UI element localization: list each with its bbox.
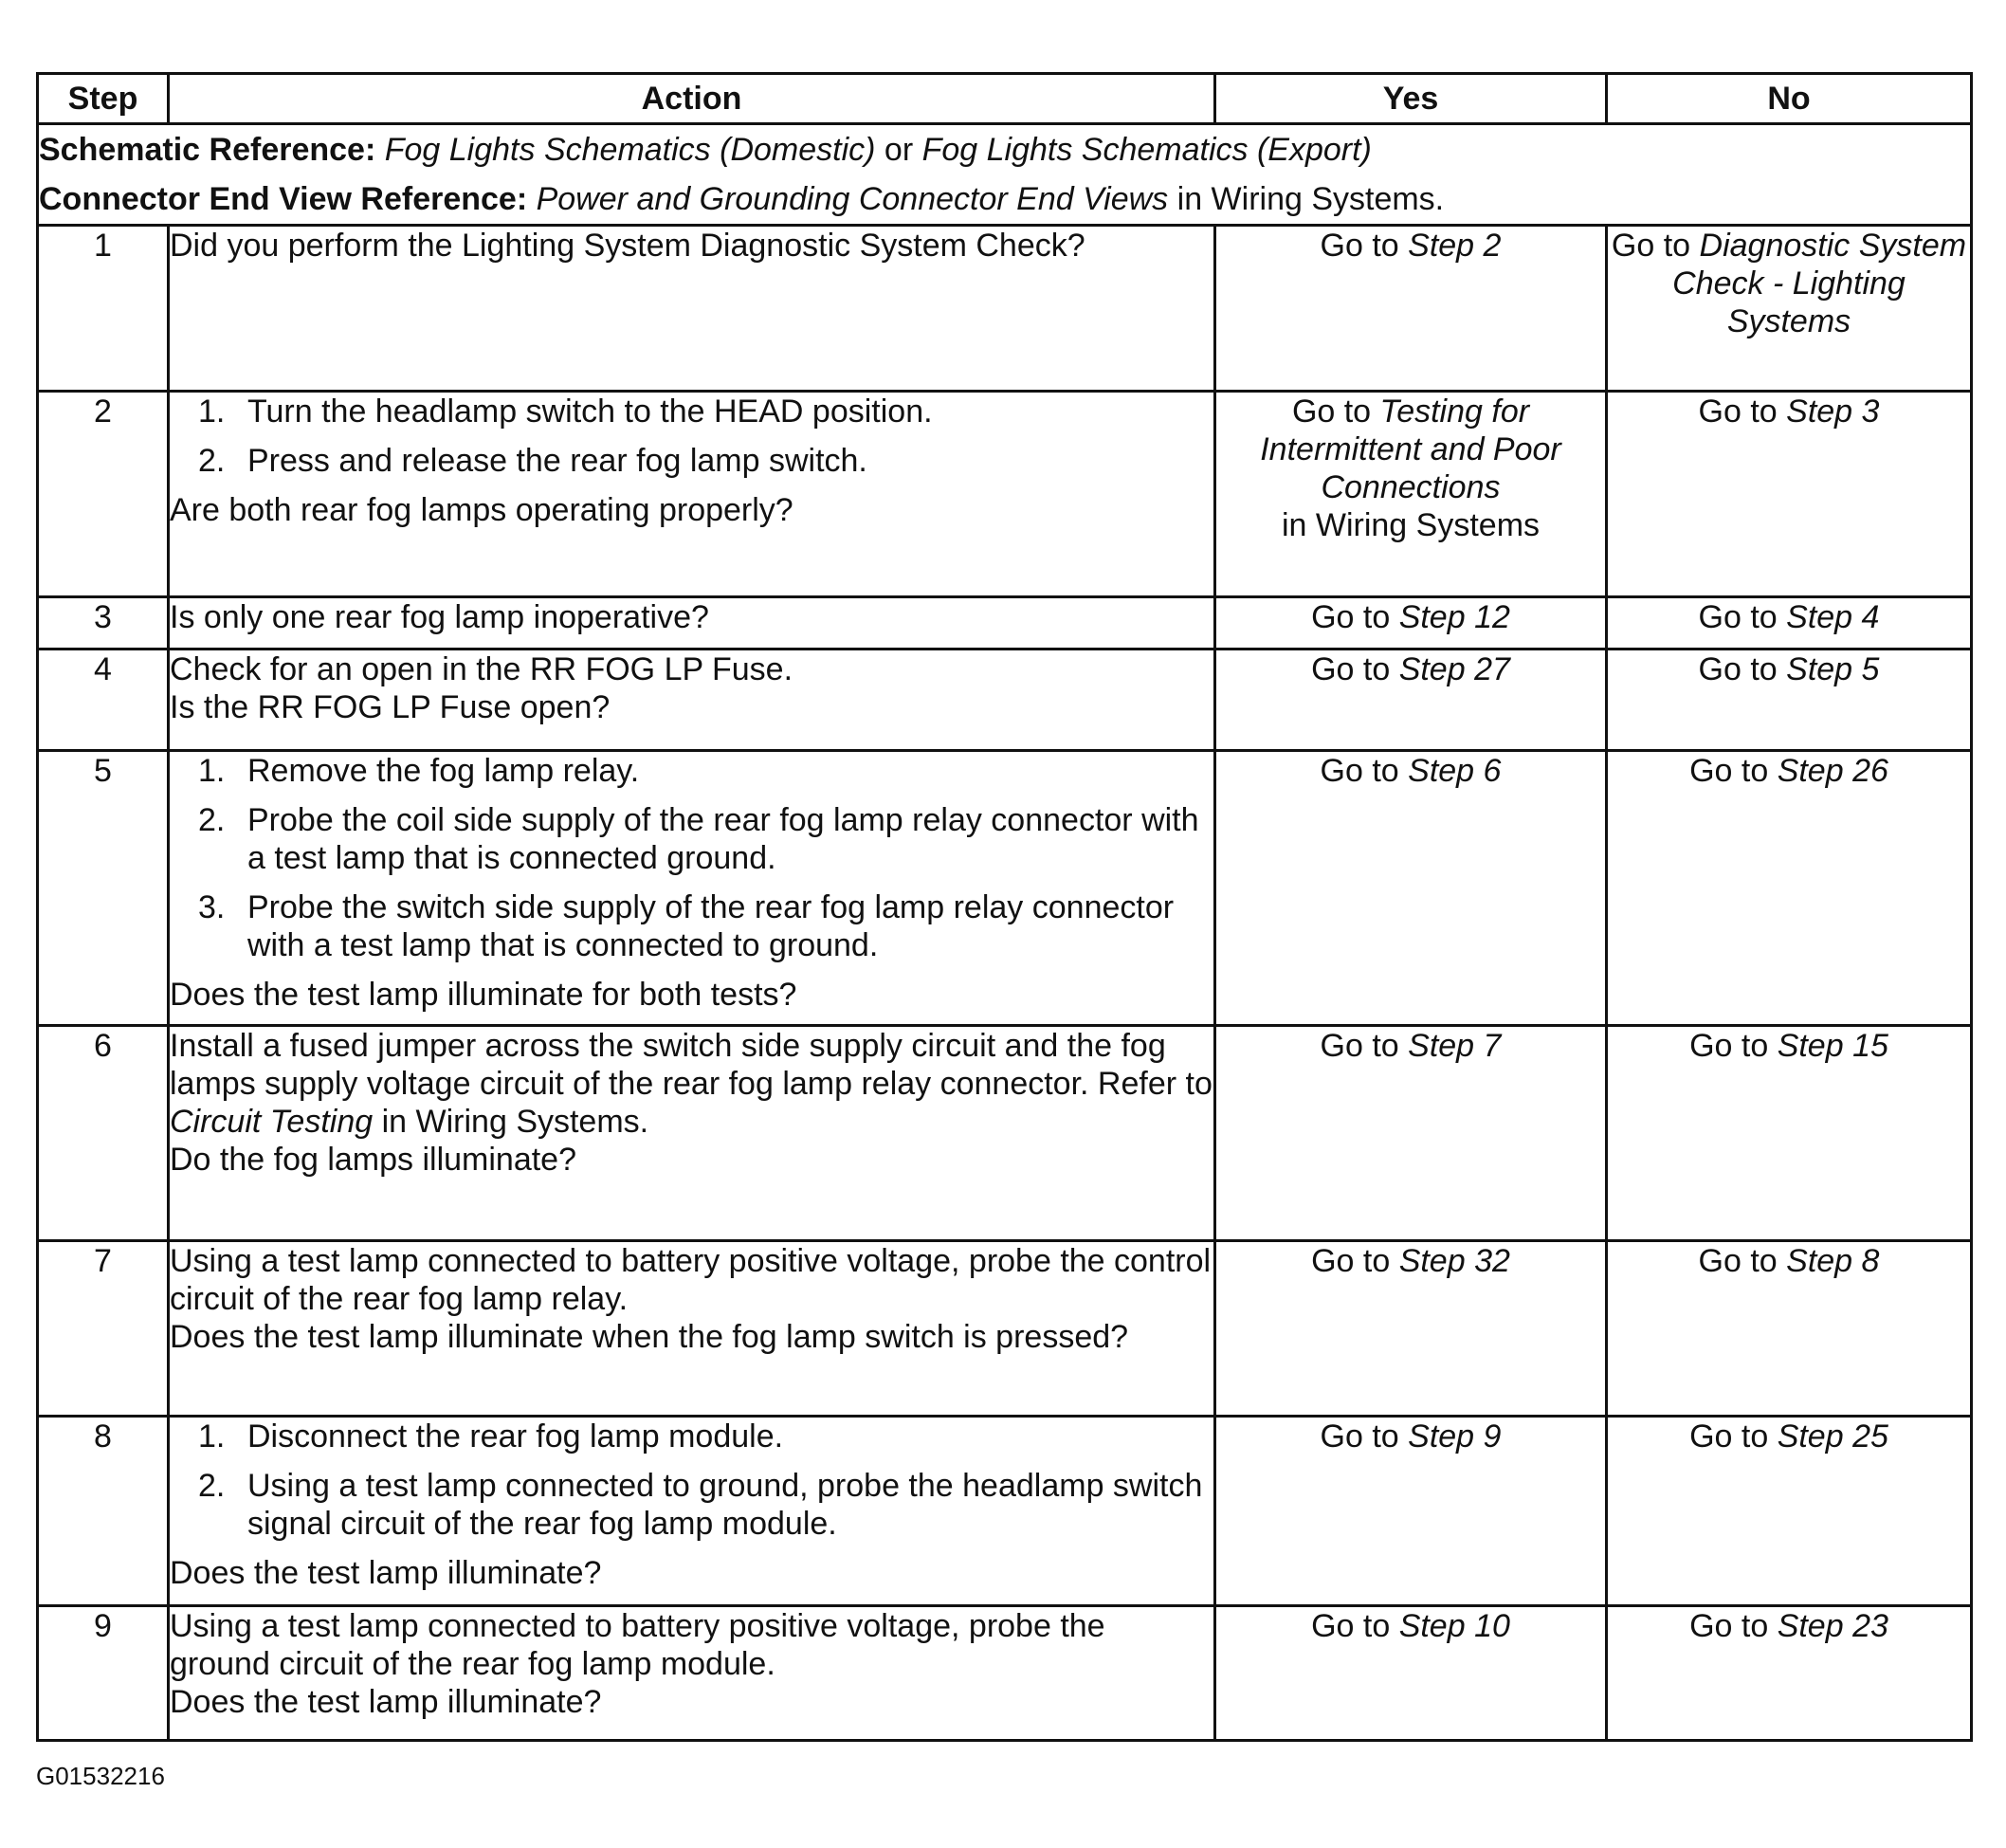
action-intro: Using a test lamp connected to battery positive voltage, probe the control circuit of the rear fog lamp relay.	[170, 1243, 1212, 1317]
step-row	[38, 392, 1972, 597]
action-list-item	[170, 1418, 1213, 1455]
action-cell	[169, 392, 1215, 597]
no-goto-target[interactable]: Step 3	[1786, 393, 1880, 430]
step-number: 8	[38, 1417, 169, 1606]
schematic-reference	[39, 125, 1970, 174]
action-list	[170, 1418, 1213, 1543]
no-cell	[1607, 650, 1972, 751]
connector-suffix: in Wiring Systems.	[1168, 181, 1445, 217]
no-cell	[1607, 1606, 1972, 1741]
reference-cell	[38, 124, 1972, 226]
header-row	[38, 74, 1972, 124]
action-list-text: Probe the switch side supply of the rear fog lamp relay connector with a test lamp that is connected to ground.	[247, 889, 1175, 963]
yes-goto-prefix: Go to	[1311, 1243, 1399, 1279]
yes-outcome[interactable]	[1216, 1242, 1605, 1280]
action-cell	[169, 1241, 1215, 1417]
no-goto-target[interactable]: Diagnostic System Check - Lighting Systems	[1672, 228, 1967, 339]
reference-row	[38, 124, 1972, 226]
yes-goto-target[interactable]: Step 7	[1408, 1028, 1502, 1064]
yes-goto-target[interactable]: Step 12	[1398, 599, 1510, 635]
action-list	[170, 752, 1213, 964]
header-no: No	[1607, 74, 1972, 124]
step-rows	[38, 226, 1972, 1741]
no-outcome[interactable]	[1608, 393, 1970, 430]
no-goto-target[interactable]: Step 25	[1777, 1418, 1888, 1455]
list-number: 1.	[198, 753, 226, 789]
step-row	[38, 1417, 1972, 1606]
connector-end-views-link[interactable]: Power and Grounding Connector End Views	[536, 181, 1169, 217]
yes-outcome[interactable]	[1216, 393, 1605, 544]
no-goto-target[interactable]: Step 5	[1786, 651, 1880, 687]
action-list-text: Using a test lamp connected to ground, probe the headlamp switch signal circuit of the rear fog lamp module.	[247, 1468, 1203, 1542]
yes-goto-target[interactable]: Testing for Intermittent and Poor Connections	[1260, 393, 1561, 505]
yes-goto-prefix: Go to	[1311, 1608, 1399, 1644]
action-cell	[169, 597, 1215, 650]
no-cell	[1607, 1241, 1972, 1417]
no-goto-target[interactable]: Step 4	[1786, 599, 1880, 635]
action-question: Does the test lamp illuminate?	[170, 1555, 602, 1591]
yes-cell	[1215, 226, 1607, 392]
action-question: Are both rear fog lamps operating properly?	[170, 492, 793, 528]
step-number: 4	[38, 650, 169, 751]
no-goto-prefix: Go to	[1611, 228, 1700, 264]
no-cell	[1607, 392, 1972, 597]
no-outcome[interactable]	[1608, 650, 1970, 688]
figure-id: G01532216	[36, 1762, 165, 1790]
action-intro	[170, 1027, 1213, 1141]
header-yes: Yes	[1215, 74, 1607, 124]
action-list-text: Remove the fog lamp relay.	[247, 753, 640, 789]
connector-reference	[39, 174, 1970, 224]
step-number: 3	[38, 597, 169, 650]
action-list-text: Turn the headlamp switch to the HEAD position.	[247, 393, 933, 430]
yes-goto-target[interactable]: Step 27	[1398, 651, 1510, 687]
step-number: 9	[38, 1606, 169, 1741]
no-goto-prefix: Go to	[1698, 393, 1787, 430]
schematic-reference-label: Schematic Reference:	[39, 132, 376, 168]
yes-cell	[1215, 597, 1607, 650]
action-intro: Check for an open in the RR FOG LP Fuse.	[170, 651, 793, 687]
list-number: 2.	[198, 802, 226, 838]
yes-cell	[1215, 650, 1607, 751]
yes-goto-prefix: Go to	[1311, 599, 1399, 635]
yes-goto-prefix: Go to	[1311, 651, 1399, 687]
yes-cell	[1215, 1026, 1607, 1241]
step-number: 6	[38, 1026, 169, 1241]
step-row	[38, 597, 1972, 650]
no-goto-target[interactable]: Step 23	[1777, 1608, 1888, 1644]
step-row	[38, 1606, 1972, 1741]
no-goto-prefix: Go to	[1698, 599, 1787, 635]
no-goto-target[interactable]: Step 8	[1786, 1243, 1880, 1279]
no-cell	[1607, 751, 1972, 1026]
yes-goto-prefix: Go to	[1320, 1028, 1409, 1064]
yes-goto-suffix: in Wiring Systems	[1281, 507, 1541, 543]
no-goto-prefix: Go to	[1689, 753, 1778, 789]
action-list-item	[170, 752, 1213, 790]
yes-outcome[interactable]	[1216, 1418, 1605, 1455]
action-list-text: Probe the coil side supply of the rear fog lamp relay connector with a test lamp that is connected ground.	[247, 802, 1199, 876]
action-list-item	[170, 1467, 1213, 1543]
list-number: 3.	[198, 889, 226, 925]
action-list-item	[170, 442, 1213, 480]
no-goto-target[interactable]: Step 26	[1777, 753, 1888, 789]
list-number: 2.	[198, 1468, 226, 1504]
action-question: Is only one rear fog lamp inoperative?	[170, 599, 709, 635]
yes-goto-prefix: Go to	[1320, 753, 1409, 789]
header-step: Step	[38, 74, 169, 124]
list-number: 1.	[198, 393, 226, 430]
list-number: 1.	[198, 1418, 226, 1455]
action-question: Does the test lamp illuminate when the fog lamp switch is pressed?	[170, 1319, 1129, 1355]
yes-outcome[interactable]	[1216, 752, 1605, 790]
step-row	[38, 650, 1972, 751]
yes-goto-prefix: Go to	[1291, 393, 1380, 430]
no-outcome[interactable]	[1608, 1027, 1970, 1065]
yes-outcome[interactable]	[1216, 1607, 1605, 1645]
connector-reference-label: Connector End View Reference:	[39, 181, 528, 217]
yes-cell	[1215, 392, 1607, 597]
no-goto-target[interactable]: Step 15	[1777, 1028, 1888, 1064]
no-goto-prefix: Go to	[1698, 1243, 1787, 1279]
no-cell	[1607, 1026, 1972, 1241]
action-cell	[169, 751, 1215, 1026]
action-list-item	[170, 888, 1213, 964]
action-question: Does the test lamp illuminate for both tests?	[170, 977, 797, 1013]
action-list-item	[170, 801, 1213, 877]
step-row	[38, 751, 1972, 1026]
action-cell	[169, 1026, 1215, 1241]
step-number: 7	[38, 1241, 169, 1417]
step-number: 1	[38, 226, 169, 392]
action-list-text: Press and release the rear fog lamp switch.	[247, 443, 867, 479]
yes-goto-prefix: Go to	[1320, 228, 1409, 264]
yes-outcome[interactable]	[1216, 1027, 1605, 1065]
action-list	[170, 393, 1213, 480]
action-question: Is the RR FOG LP Fuse open?	[170, 689, 611, 725]
yes-outcome[interactable]	[1216, 650, 1605, 688]
no-cell	[1607, 597, 1972, 650]
list-number: 2.	[198, 443, 226, 479]
circuit-testing-link[interactable]: Circuit Testing	[170, 1104, 374, 1140]
no-goto-prefix: Go to	[1689, 1418, 1778, 1455]
action-question: Did you perform the Lighting System Diagnostic System Check?	[170, 228, 1085, 264]
step-row	[38, 226, 1972, 392]
yes-cell	[1215, 751, 1607, 1026]
action-intro-text: Install a fused jumper across the switch side supply circuit and the fog lamps supply voltage circuit of the rear fog lamp relay connector. Refer to	[170, 1028, 1213, 1102]
no-outcome[interactable]	[1608, 1418, 1970, 1455]
yes-goto-prefix: Go to	[1320, 1418, 1409, 1455]
no-goto-prefix: Go to	[1689, 1608, 1778, 1644]
yes-outcome[interactable]	[1216, 598, 1605, 636]
action-list-item	[170, 393, 1213, 430]
action-intro: Using a test lamp connected to battery positive voltage, probe the ground circuit of the rear fog lamp module.	[170, 1608, 1105, 1682]
yes-goto-target[interactable]: Step 32	[1398, 1243, 1510, 1279]
action-question: Does the test lamp illuminate?	[170, 1684, 602, 1720]
action-intro-suffix: in Wiring Systems.	[373, 1104, 649, 1140]
action-cell	[169, 650, 1215, 751]
yes-goto-target[interactable]: Step 10	[1398, 1608, 1510, 1644]
no-outcome[interactable]	[1608, 227, 1970, 340]
yes-outcome[interactable]	[1216, 227, 1605, 265]
yes-cell	[1215, 1241, 1607, 1417]
no-outcome[interactable]	[1608, 598, 1970, 636]
action-question: Do the fog lamps illuminate?	[170, 1142, 577, 1178]
no-cell	[1607, 1417, 1972, 1606]
schematic-link-export[interactable]: Fog Lights Schematics (Export)	[921, 132, 1372, 168]
schematic-link-domestic[interactable]: Fog Lights Schematics (Domestic)	[384, 132, 876, 168]
no-goto-prefix: Go to	[1698, 651, 1787, 687]
no-outcome[interactable]	[1608, 1242, 1970, 1280]
schematic-joiner: or	[875, 132, 922, 168]
no-outcome[interactable]	[1608, 752, 1970, 790]
yes-cell	[1215, 1606, 1607, 1741]
action-list-text: Disconnect the rear fog lamp module.	[247, 1418, 784, 1455]
step-row	[38, 1241, 1972, 1417]
action-cell	[169, 1417, 1215, 1606]
yes-cell	[1215, 1417, 1607, 1606]
no-cell	[1607, 226, 1972, 392]
yes-goto-target[interactable]: Step 2	[1408, 228, 1502, 264]
no-goto-prefix: Go to	[1689, 1028, 1778, 1064]
action-cell	[169, 1606, 1215, 1741]
yes-goto-target[interactable]: Step 9	[1408, 1418, 1502, 1455]
yes-goto-target[interactable]: Step 6	[1408, 753, 1502, 789]
no-outcome[interactable]	[1608, 1607, 1970, 1645]
action-cell	[169, 226, 1215, 392]
step-number: 5	[38, 751, 169, 1026]
diagnostic-table	[36, 72, 1973, 1742]
step-row	[38, 1026, 1972, 1241]
step-number: 2	[38, 392, 169, 597]
header-action: Action	[169, 74, 1215, 124]
